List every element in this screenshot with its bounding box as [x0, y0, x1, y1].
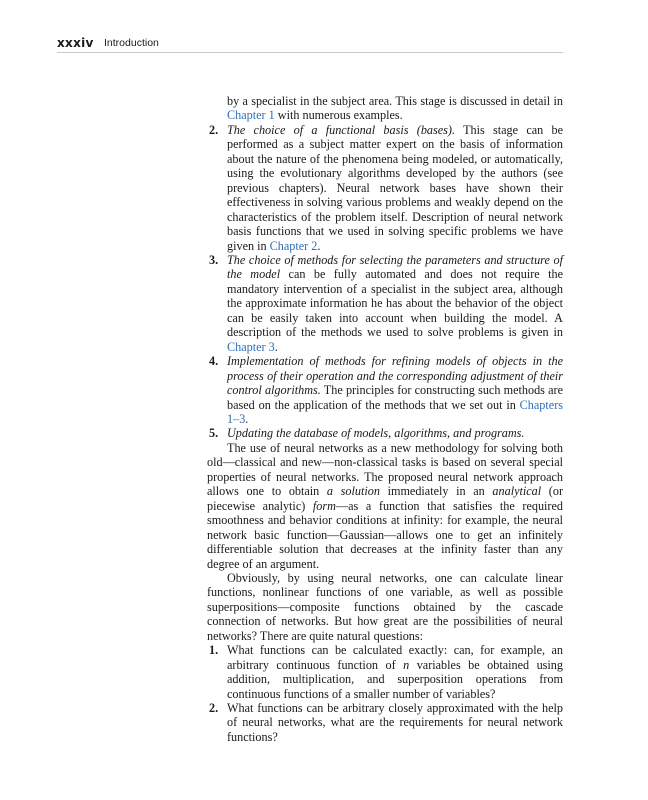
step-title: The choice of methods for selecting the parameters and structure of the model: [227, 252, 563, 282]
step-number: 3.: [209, 252, 219, 267]
step-item-3: 3. The choice of methods for selecting the parameters and structure of the model can be fully automated and does not require the mandatory intervention of a specialist in the subject area, although the approximate information he has about the behavior of the object can be easily taken into account when building the model. A description of the methods we used to solve problems is given in Chapter 3.: [209, 252, 563, 354]
paragraph-neural-methodology: The use of neural networks as a new methodology for solving both old—classical and new—non-classical tasks is based on several special properties of neural networks. The proposed neural network approach allows one to obtain a solution immediately in an analytical (or piecewise analytic) form—as a function that satisfies the required smoothness and behavior conditions at infinity: for example, the neural network basic function—Gaussian—allows one to get an infinitely differentiable solution that decreases at the infinity faster than any degree of an argument.: [207, 440, 564, 571]
page-number: xxxiv: [57, 36, 94, 50]
step-number: 2.: [209, 122, 219, 137]
step-item-2: 2. The choice of a functional basis (bases). This stage can be performed as a subject matter expert on the basis of information about the nature of the phenomena being modeled, or automatically, using the evolutionary algorithms developed by the authors (see previous chapters). Neural network bases have shown their effectiveness in solving various problems and weakly depend on the characteristics of the problem itself. Description of neural network basis functions that we used in solving specific problems we have given in Chapter 2.: [209, 122, 564, 253]
question-number: 1.: [209, 643, 219, 658]
step-item-4: 4. Implementation of methods for refining models of objects in the process of their operation and the corresponding adjustment of their control algorithms. The principles for constructing such methods are based on the application of the methods that we set out in Chapters 1–3.: [209, 354, 563, 426]
page-header: [57, 36, 563, 53]
step-number: 5.: [209, 426, 219, 441]
step-title: Implementation of methods for refining models of objects in the process of their operation and the corresponding adjustment of their control algorithms.: [227, 354, 563, 398]
question-item-1: 1. What functions can be calculated exactly: can, for example, an arbitrary continuous function of n variables be obtained using addition, multiplication, and superposition operations from continuous functions of a smaller number of variables?: [209, 643, 563, 701]
step-number: 4.: [209, 354, 219, 369]
chapter-1-link[interactable]: Chapter 1: [227, 108, 275, 123]
running-title: Introduction: [104, 37, 159, 49]
step-title: The choice of a functional basis (bases).: [227, 122, 456, 137]
question-number: 2.: [209, 701, 219, 716]
question-item-2: 2. What functions can be arbitrary closely approximated with the help of neural networks, what are the requirements for neural network functions?: [209, 701, 563, 744]
body-text: [207, 94, 563, 744]
step-title: Updating the database of models, algorithms, and programs.: [227, 426, 525, 441]
step-item-5: [207, 426, 563, 440]
chapters-1-3-link[interactable]: Chapters 1–3: [227, 397, 563, 426]
chapter-3-link[interactable]: Chapter 3: [227, 339, 275, 354]
paragraph-capabilities: Obviously, by using neural networks, one can calculate linear functions, nonlinear functions of one variable, as well as possible superpositions—composite functions obtained by the cascade connection of networks. But how great are the possibilities of neural networks? There are quite natural questions:: [207, 570, 563, 643]
chapter-2-link[interactable]: Chapter 2: [269, 238, 318, 253]
continuation-paragraph: by a specialist in the subject area. This stage is discussed in detail in Chapter 1 with numerous examples.: [227, 94, 563, 123]
